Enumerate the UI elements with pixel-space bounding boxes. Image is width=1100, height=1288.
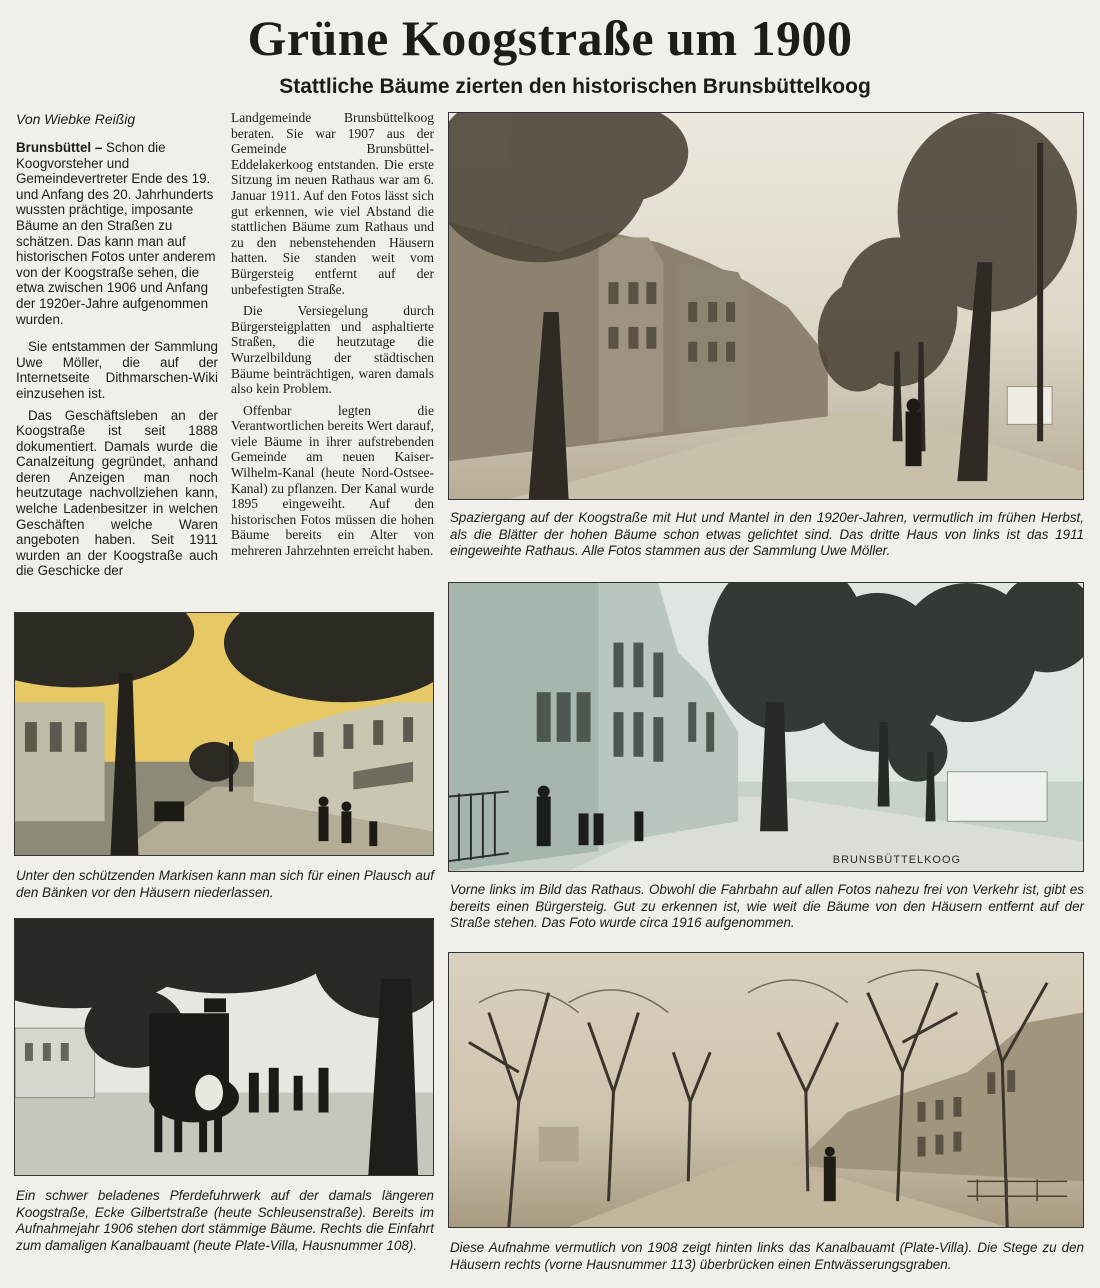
photo-allee-1908 — [448, 952, 1084, 1228]
article-paragraph: Brunsbüttel – Schon die Koogvorsteher und Gemeindevertreter Ende des 19. und Anfang des 20. Jahrhunderts wussten prächtige, imposante Bäume an den Straßen zu schätzen. Das kann man auf historischen Fotos unter anderem von der Koogstraße sehen, die etwa zwischen 1906 und Anfang der 1920er-Jahre aufgenommen wurden. — [16, 140, 216, 327]
article-paragraph: Sie entstammen der Sammlung Uwe Möller, die auf der Internetseite Dithmarschen-Wiki einzusehen ist. — [16, 339, 218, 401]
photo-caption: Ein schwer beladenes Pferdefuhrwerk auf der damals längeren Koogstraße, Ecke Gilbertstraße (heute Schleusenstraße). Bereits im Aufnahmejahr 1906 stehen dort stämmige Bäume. Rechts die Einfahrt zum damaligen Kanalbauamt (heute Plate-Villa, Hausnummer 108). — [16, 1188, 434, 1253]
headline: Grüne Koogstraße um 1900 — [247, 10, 853, 66]
author-byline: Von Wiebke Reißig — [16, 111, 136, 127]
photo-caption: Spaziergang auf der Koogstraße mit Hut und Mantel in den 1920er-Jahren, vermutlich im frühen Herbst, als die Blätter der hohen Bäume schon etwas gelichtet sind. Das dritte Haus von links ist das 1911 eingeweihte Rathaus. Alle Fotos stammen aus der Sammlung Uwe Möller. — [450, 510, 1084, 558]
article-column-1 — [16, 140, 218, 602]
photo-caption: Diese Aufnahme vermutlich von 1908 zeigt hinten links das Kanalbauamt (Plate-Villa). Die Stege zu den Häusern rechts (vorne Hausnummer 113) überbrücken einen Entwässerungsgraben. — [450, 1240, 1084, 1272]
article-paragraph: Die Versiegelung durch Bürgersteigplatten und asphaltierte Straßen, die heutzutage die Wurzelbildung der städtischen Bäume beinträchtigen, waren damals also kein Problem. — [231, 303, 434, 397]
subheadline: Stattliche Bäume zierten den historischen Brunsbüttelkoog — [279, 75, 871, 98]
photo-caption: Unter den schützenden Markisen kann man sich für einen Plausch auf den Bänken vor den Häusern niederlassen. — [16, 868, 434, 900]
photo-pferdefuhrwerk-1906 — [14, 918, 434, 1176]
photo-caption: Vorne links im Bild das Rathaus. Obwohl die Fahrbahn auf allen Fotos nahezu frei von Verkehr ist, gibt es bereits einen Bürgersteig. Gut zu erkennen ist, wie weit die Bäume von den Häusern entfernt auf der Straße stehen. Das Foto wurde circa 1916 aufgenommen. — [450, 882, 1084, 930]
photo-stamp-brunsbuettelkoog: BRUNSBÜTTELKOOG — [832, 854, 961, 867]
article-paragraph: Offenbar legten die Verantwortlichen bereits Wert darauf, viele Bäume in ihrer aufstrebenden Gemeinde am neuen Kaiser-Wilhelm-Kanal (heute Nord-Ostsee-Kanal) zu pflanzen. Der Kanal wurde 1895 eingeweiht. Auf den historischen Fotos müssen die hohen Bäume bereits ein Alter von mehreren Jahrzehnten erreicht haben. — [231, 402, 434, 559]
photo-koogstrasse-1920s — [448, 112, 1084, 500]
photo-markisen — [14, 612, 434, 856]
photo-rathaus-1916 — [448, 582, 1084, 872]
article-paragraph: Landgemeinde Brunsbüttelkoog beraten. Sie war 1907 aus der Gemeinde Brunsbüttel-Eddelakerkoog entstanden. Die erste Sitzung im neuen Rathaus war am 6. Januar 1911. Auf den Fotos lässt sich gut erkennen, wie viel Abstand die stattlichen Bäume zum Rathaus und zu den nebenstehenden Häusern hatten. Sie standen weit vom Bürgersteig entfernt auf der unbefestigten Straße. — [231, 110, 434, 297]
article-paragraph: Das Geschäftsleben an der Koogstraße ist seit 1888 dokumentiert. Damals wurde die Canalzeitung gegründet, anhand deren Anzeigen man noch heutzutage nachvollziehen kann, welche Ladenbesitzer in welchen Geschäften welche Waren angeboten haben. Seit 1911 wurden an der Koogstraße auch die Geschicke der — [16, 407, 218, 579]
dateline: Brunsbüttel – — [16, 140, 103, 155]
article-column-2 — [231, 110, 434, 602]
